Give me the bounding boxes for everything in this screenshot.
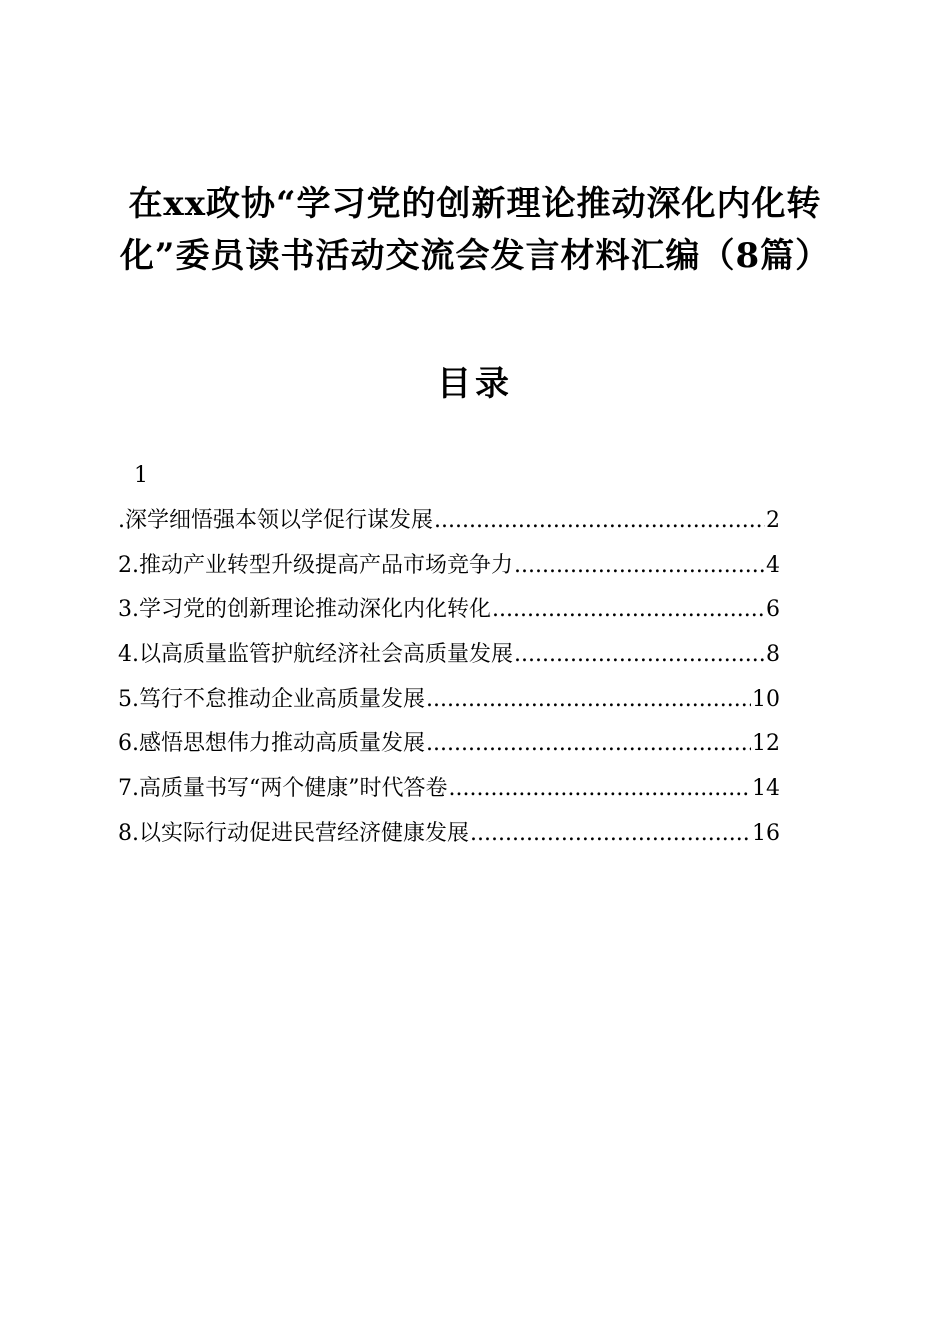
toc-entry-8[interactable] bbox=[118, 815, 780, 860]
toc-entry-page: 6 bbox=[766, 597, 780, 623]
table-of-contents bbox=[118, 502, 780, 860]
toc-entry-page: 16 bbox=[752, 820, 780, 846]
toc-entry-label: 8.以实际行动促进民营经济健康发展 bbox=[118, 820, 469, 846]
toc-entry-page: 8 bbox=[766, 642, 780, 668]
toc-entry-1[interactable] bbox=[118, 502, 780, 547]
toc-dot-leader bbox=[514, 547, 765, 585]
toc-entry-page: 10 bbox=[752, 686, 780, 712]
toc-entry-page: 4 bbox=[766, 552, 780, 578]
toc-stray-number: 1 bbox=[134, 463, 148, 488]
toc-dot-leader bbox=[426, 725, 751, 763]
toc-entry-label: 3.学习党的创新理论推动深化内化转化 bbox=[118, 597, 491, 623]
toc-heading: 目录 bbox=[437, 364, 513, 404]
toc-dot-leader bbox=[514, 636, 765, 674]
toc-entry-page: 14 bbox=[752, 776, 780, 802]
toc-entry-2[interactable] bbox=[118, 547, 780, 592]
toc-entry-page: 12 bbox=[752, 731, 780, 757]
toc-entry-label: .深学细悟强本领以学促行谋发展 bbox=[118, 508, 433, 533]
toc-entry-6[interactable] bbox=[118, 725, 780, 770]
toc-dot-leader bbox=[449, 770, 752, 808]
toc-entry-label: 6.感悟思想伟力推动高质量发展 bbox=[118, 731, 425, 757]
toc-entry-3[interactable] bbox=[118, 591, 780, 636]
toc-entry-label: 7.高质量书写“两个健康”时代答卷 bbox=[118, 776, 448, 802]
toc-entry-7[interactable] bbox=[118, 770, 780, 815]
toc-dot-leader bbox=[434, 502, 765, 540]
toc-entry-label: 4.以高质量监管护航经济社会高质量发展 bbox=[118, 642, 513, 668]
toc-entry-page: 2 bbox=[766, 508, 780, 533]
toc-dot-leader bbox=[492, 591, 765, 629]
toc-entry-5[interactable] bbox=[118, 681, 780, 726]
toc-dot-leader bbox=[426, 681, 751, 719]
toc-dot-leader bbox=[470, 815, 751, 853]
toc-entry-label: 5.笃行不怠推动企业高质量发展 bbox=[118, 686, 425, 712]
toc-entry-4[interactable] bbox=[118, 636, 780, 681]
toc-entry-label: 2.推动产业转型升级提高产品市场竞争力 bbox=[118, 552, 513, 578]
document-title: 在xx政协“学习党的创新理论推动深化内化转化”委员读书活动交流会发言材料汇编（8篇） bbox=[119, 184, 831, 276]
